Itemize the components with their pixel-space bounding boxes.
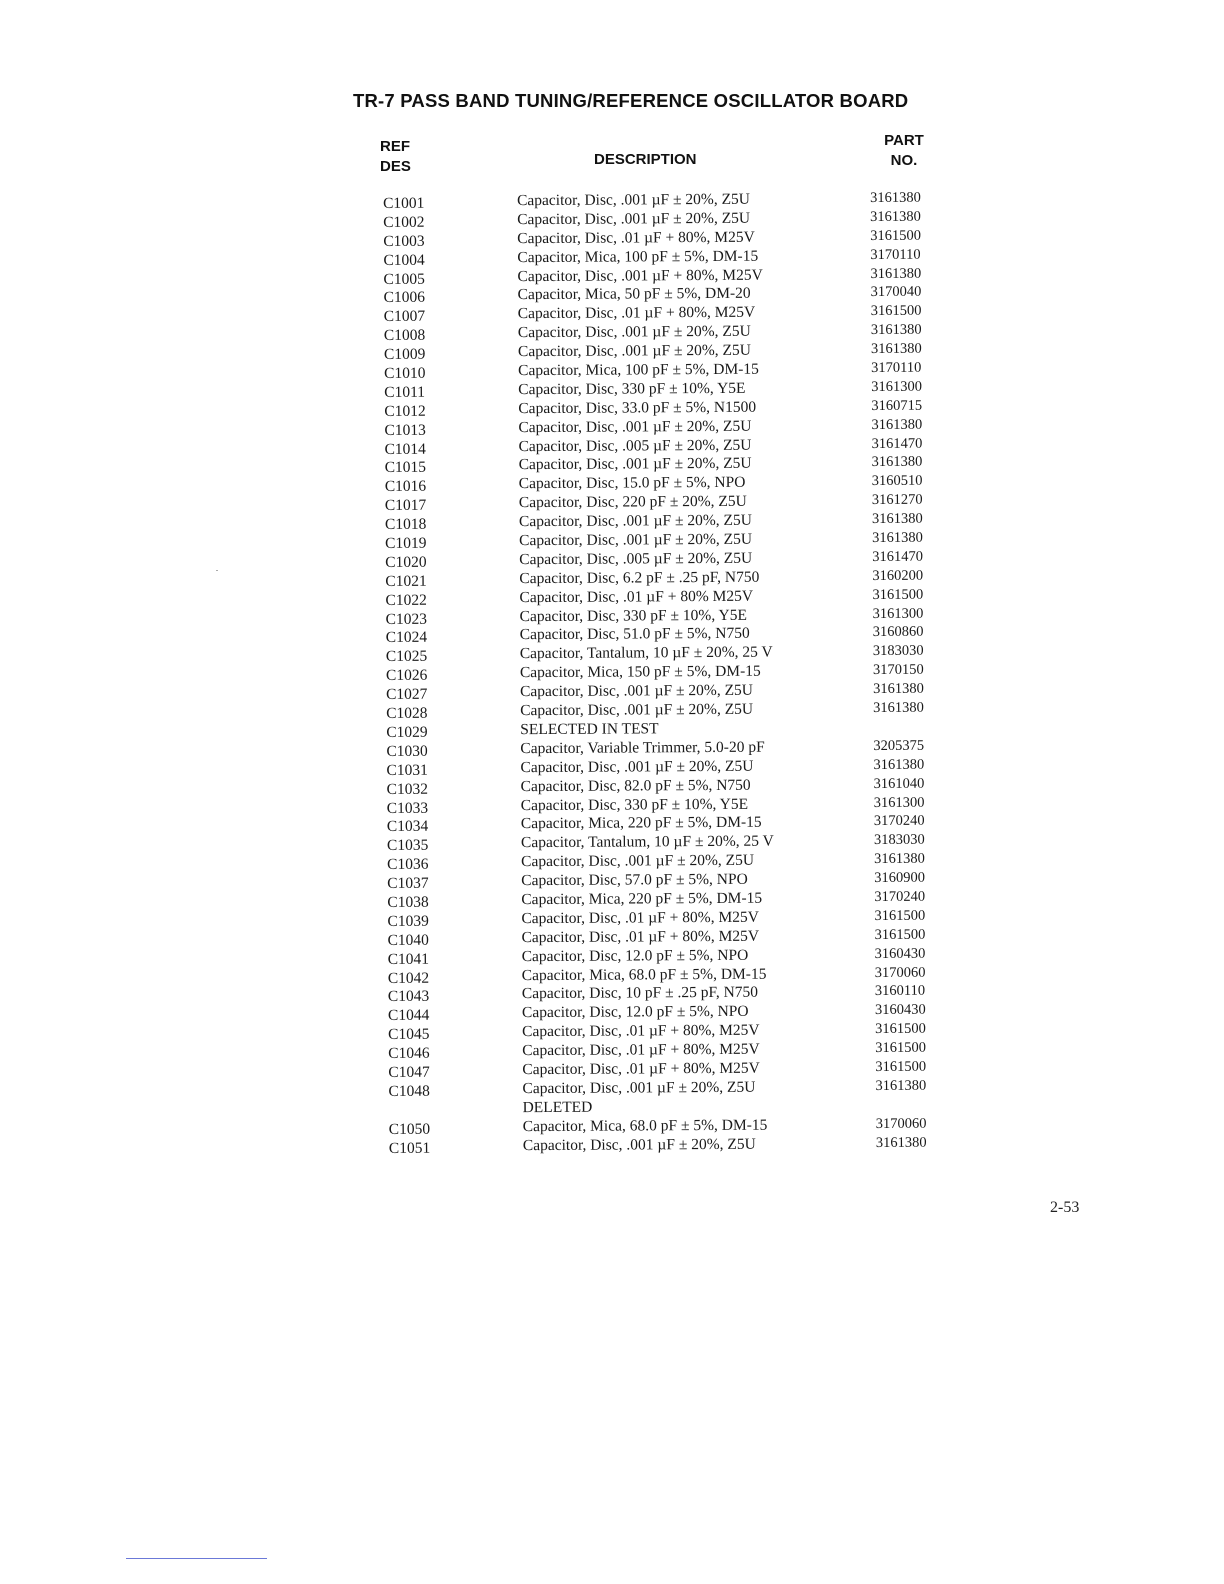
description-cell: Capacitor, Disc, 15.0 pF ± 5%, NPO [518, 474, 746, 493]
description-cell: Capacitor, Disc, .001 µF ± 20%, Z5U [519, 530, 753, 550]
description-cell: Capacitor, Disc, .001 µF ± 20%, Z5U [521, 851, 755, 871]
part-no-cell: 3161500 [870, 303, 922, 320]
ref-des-cell: C1016 [384, 478, 427, 496]
part-no-cell: 3161380 [869, 189, 921, 207]
part-no-cell: 3161380 [872, 680, 924, 698]
description-cell: Capacitor, Disc, 12.0 pF ± 5%, NPO [521, 1003, 749, 1022]
ref-des-cell: C1030 [386, 742, 428, 760]
ref-des-cell: C1018 [384, 515, 427, 534]
description-cell: Capacitor, Disc, 10 pF ± .25 pF, N750 [521, 984, 759, 1003]
description-cell: Capacitor, Disc, .001 µF ± 20%, Z5U [519, 681, 754, 701]
part-no-cell: 3161380 [871, 510, 923, 528]
ref-des-cell: C1004 [383, 251, 425, 269]
ref-des-cell: C1015 [384, 459, 427, 477]
ref-des-cell: C1023 [385, 610, 427, 628]
description-cell: Capacitor, Disc, .001 µF ± 20%, Z5U [522, 1135, 756, 1154]
ref-des-cell: C1009 [383, 345, 426, 364]
part-no-cell: 3183030 [873, 831, 925, 849]
part-no-cell: 3161500 [870, 227, 922, 244]
ref-des-cell: C1012 [384, 402, 426, 420]
description-cell: Capacitor, Disc, .001 µF ± 20%, Z5U [518, 455, 752, 474]
description-cell: Capacitor, Disc, .001 µF ± 20%, Z5U [517, 209, 751, 229]
description-cell: Capacitor, Mica, 50 pF ± 5%, DM-20 [517, 285, 751, 304]
description-cell: Capacitor, Disc, .01 µF + 80% M25V [519, 587, 754, 606]
part-no-cell: 3161500 [875, 1058, 927, 1075]
description-cell: Capacitor, Disc, .01 µF + 80%, M25V [522, 1021, 760, 1041]
description-cell: Capacitor, Disc, .001 µF + 80%, M25V [517, 266, 763, 285]
part-no-cell: 3161470 [872, 548, 924, 565]
ref-des-cell: C1036 [387, 855, 429, 874]
description-cell: Capacitor, Disc, 82.0 pF ± 5%, N750 [520, 776, 751, 795]
part-no-cell: 3161470 [871, 435, 923, 452]
description-cell: Capacitor, Disc, 12.0 pF ± 5%, NPO [521, 946, 749, 965]
part-no-cell: 3160430 [874, 945, 926, 962]
description-cell: Capacitor, Disc, .001 µF ± 20%, Z5U [520, 757, 754, 776]
part-no-cell: 3161380 [870, 265, 922, 282]
part-no-cell: 3161500 [875, 1039, 927, 1057]
part-no-cell: 3170040 [870, 284, 922, 301]
description-cell: Capacitor, Disc, .001 µF ± 20%, Z5U [520, 700, 754, 720]
description-cell: Capacitor, Tantalum, 10 µF ± 20%, 25 V [520, 832, 774, 852]
description-cell: Capacitor, Disc, 6.2 pF ± .25 pF, N750 [519, 568, 760, 587]
part-no-cell: 3161380 [871, 416, 923, 433]
part-no-cell: 3160110 [874, 983, 926, 1000]
ref-des-cell: C1035 [386, 836, 429, 855]
part-no-cell: 3161380 [874, 850, 925, 868]
description-cell: Capacitor, Disc, 330 pF ± 10%, Y5E [519, 606, 747, 625]
description-cell: Capacitor, Disc, 51.0 pF ± 5%, N750 [519, 625, 750, 644]
description-cell: Capacitor, Disc, .01 µF + 80%, M25V [522, 1059, 760, 1079]
description-cell: Capacitor, Disc, 330 pF ± 10%, Y5E [520, 795, 749, 814]
ref-des-cell: C1008 [383, 326, 426, 345]
ref-des-cell: C1051 [388, 1139, 431, 1157]
part-no-cell: 3161380 [875, 1077, 927, 1094]
part-no-cell: 3161380 [875, 1134, 927, 1151]
parts-list-table [380, 190, 956, 1157]
description-cell: Capacitor, Disc, 220 pF ± 20%, Z5U [518, 493, 747, 512]
ref-des-cell: C1020 [385, 553, 427, 571]
ref-des-cell: C1040 [387, 931, 429, 949]
ref-des-cell: C1033 [386, 799, 429, 817]
description-cell: Capacitor, Disc, .01 µF + 80%, M25V [517, 304, 756, 323]
part-no-cell: 3161380 [871, 454, 923, 471]
part-header-line2: NO. [890, 152, 918, 169]
part-no-cell: 3161500 [874, 907, 926, 924]
part-no-cell: 3161380 [870, 340, 922, 358]
ref-des-cell: C1021 [385, 572, 427, 590]
ref-header-line1: REF [380, 138, 410, 155]
part-no-cell: 3161500 [874, 926, 926, 943]
ref-des-header [380, 137, 411, 177]
ref-des-cell: C1006 [383, 289, 426, 307]
ref-des-cell: C1048 [388, 1082, 430, 1100]
part-no-cell: 3160200 [872, 567, 924, 584]
page-title: TR-7 PASS BAND TUNING/REFERENCE OSCILLATOR BOARD [353, 90, 909, 111]
ref-des-cell: C1045 [388, 1025, 430, 1044]
description-cell: Capacitor, Mica, 68.0 pF ± 5%, DM-15 [521, 965, 767, 984]
ref-des-cell: C1001 [383, 194, 425, 212]
description-cell: Capacitor, Disc, .005 µF ± 20%, Z5U [519, 549, 753, 569]
description-cell: Capacitor, Mica, 220 pF ± 5%, DM-15 [520, 814, 762, 833]
ref-des-cell: C1024 [385, 629, 428, 647]
part-no-cell: 3160430 [874, 1001, 926, 1019]
ref-des-cell: C1002 [383, 213, 425, 231]
part-no-cell: 3170110 [871, 359, 922, 377]
ref-des-cell: C1028 [386, 704, 428, 723]
description-cell: Capacitor, Disc, .01 µF + 80%, M25V [521, 927, 760, 946]
ref-des-cell: C1010 [384, 364, 426, 382]
description-cell: Capacitor, Mica, 150 pF ± 5%, DM-15 [519, 662, 761, 682]
ref-des-cell: C1025 [385, 648, 428, 666]
part-no-cell: 3183030 [872, 643, 924, 660]
ref-des-cell: C1050 [388, 1120, 431, 1138]
part-no-cell: 3170060 [874, 964, 926, 981]
part-no-cell: 3160860 [872, 624, 924, 641]
description-cell: SELECTED IN TEST [520, 720, 659, 739]
description-cell: Capacitor, Disc, .001 µF ± 20%, Z5U [516, 190, 751, 210]
ref-des-cell: C1029 [386, 723, 428, 741]
page-number: 2-53 [1050, 1199, 1080, 1216]
part-no-cell: 3161500 [875, 1020, 926, 1038]
part-no-cell: 3160510 [871, 473, 923, 490]
ref-des-cell: C1027 [386, 685, 428, 704]
ref-des-cell: C1044 [387, 1007, 430, 1025]
part-no-cell: 3161270 [871, 491, 923, 509]
description-cell: Capacitor, Variable Trimmer, 5.0-20 pF [520, 738, 765, 757]
ref-des-cell: C1022 [385, 591, 427, 609]
ref-des-cell: C1041 [387, 950, 430, 968]
part-no-cell: 3160900 [874, 869, 925, 887]
ref-des-cell: C1043 [387, 988, 430, 1006]
footer-rule [126, 1558, 267, 1559]
ref-des-cell: C1003 [383, 232, 425, 250]
description-cell: Capacitor, Mica, 220 pF ± 5%, DM-15 [521, 889, 763, 909]
description-cell: Capacitor, Disc, .001 µF ± 20%, Z5U [518, 511, 752, 531]
table-row [386, 1134, 956, 1156]
part-no-cell: 3161380 [873, 699, 924, 717]
description-cell: Capacitor, Disc, 57.0 pF ± 5%, NPO [521, 870, 748, 890]
description-cell: Capacitor, Disc, .001 µF ± 20%, Z5U [517, 322, 751, 342]
description-cell: Capacitor, Disc, 330 pF ± 10%, Y5E [518, 379, 746, 399]
ref-des-cell: C1042 [387, 969, 430, 987]
part-no-header [880, 131, 928, 171]
ref-des-cell: C1034 [386, 818, 429, 836]
part-no-cell: 3205375 [873, 737, 925, 754]
ref-des-cell: C1017 [384, 496, 427, 515]
part-no-cell: 3161300 [871, 378, 922, 395]
ref-des-cell: C1019 [385, 534, 427, 553]
ref-des-cell: C1011 [384, 383, 426, 401]
description-cell: Capacitor, Disc, .001 µF ± 20%, Z5U [518, 417, 752, 436]
ref-des-cell: C1005 [383, 270, 425, 288]
description-cell: Capacitor, Tantalum, 10 µF ± 20%, 25 V [519, 643, 773, 663]
part-no-cell: 3161040 [873, 775, 925, 792]
part-no-cell: 3161300 [872, 605, 924, 622]
description-cell: Capacitor, Disc, .001 µF ± 20%, Z5U [522, 1078, 756, 1098]
part-no-cell: 3170240 [873, 813, 925, 830]
part-no-cell: 3170110 [870, 246, 921, 263]
description-cell: Capacitor, Disc, .001 µF ± 20%, Z5U [517, 341, 751, 361]
ref-des-cell: C1046 [388, 1044, 430, 1063]
ref-des-cell: C1031 [386, 761, 428, 779]
part-no-cell: 3161380 [870, 208, 921, 225]
part-no-cell: 3160715 [871, 397, 923, 414]
description-cell: DELETED [522, 1098, 593, 1116]
part-no-cell: 3161380 [873, 756, 925, 773]
part-no-cell: 3170240 [874, 888, 926, 905]
ref-des-cell: C1032 [386, 780, 429, 798]
description-cell: Capacitor, Mica, 100 pF ± 5%, DM-15 [517, 247, 759, 266]
description-cell: Capacitor, Disc, 33.0 pF ± 5%, N1500 [518, 398, 757, 417]
ref-des-cell: C1014 [384, 440, 426, 458]
ref-des-cell: C1037 [387, 874, 429, 893]
description-cell: Capacitor, Disc, .01 µF + 80%, M25V [522, 1040, 760, 1060]
part-no-cell: 3161380 [872, 529, 923, 547]
part-no-cell: 3161380 [870, 321, 922, 339]
ref-des-cell: C1038 [387, 893, 429, 911]
ref-des-cell: C1026 [385, 666, 428, 685]
ref-des-cell: C1013 [384, 421, 426, 439]
part-no-cell: 3161500 [872, 586, 924, 603]
description-cell: Capacitor, Disc, .005 µF ± 20%, Z5U [518, 436, 752, 455]
description-header: DESCRIPTION [594, 151, 697, 168]
description-cell: Capacitor, Mica, 100 pF ± 5%, DM-15 [518, 360, 759, 380]
part-no-cell: 3161300 [873, 794, 925, 811]
ref-des-cell: C1039 [387, 912, 429, 930]
part-no-cell: 3170060 [875, 1115, 927, 1132]
description-cell: Capacitor, Disc, .01 µF + 80%, M25V [517, 228, 755, 247]
description-cell: Capacitor, Disc, .01 µF + 80%, M25V [521, 908, 759, 927]
ref-header-line2: DES [380, 158, 411, 175]
part-no-cell: 3170150 [872, 661, 924, 679]
ref-des-cell: C1007 [383, 308, 426, 326]
description-cell: Capacitor, Mica, 68.0 pF ± 5%, DM-15 [522, 1116, 768, 1135]
scan-artifact [216, 570, 218, 571]
part-header-line1: PART [884, 132, 924, 149]
ref-des-cell: C1047 [388, 1063, 430, 1081]
